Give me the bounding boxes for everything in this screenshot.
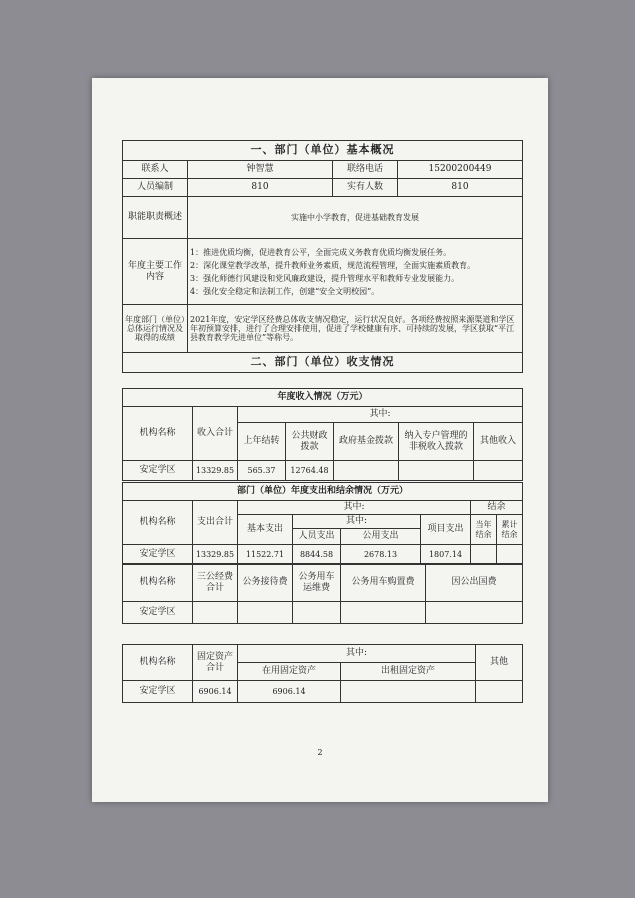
expense-person: 8844.58 (293, 545, 341, 565)
work-items (188, 239, 523, 305)
assets-table (122, 644, 522, 703)
three-h-car-buy: 公务用车购置费 (341, 564, 426, 602)
expense-public: 2678.13 (341, 545, 421, 565)
three-org: 安定学区 (123, 602, 193, 624)
income-carry: 565.37 (238, 461, 286, 481)
work-item: 2：深化课堂教学改革，提升教师业务素质，规范流程管理，全面实施素质教育。 (190, 260, 476, 270)
expense-cur (471, 545, 497, 565)
income-h-among: 其中: (238, 407, 523, 423)
staff-value: 810 (188, 179, 333, 197)
summary-label: 年度部门（单位）总体运行情况及取得的成绩 (123, 305, 188, 353)
duty-label: 职能职责概述 (123, 197, 188, 239)
document-page (92, 78, 548, 802)
income-title: 年度收入情况（万元） (123, 389, 523, 407)
expense-title: 部门（单位）年度支出和结余情况（万元） (123, 483, 523, 501)
expense-h-org: 机构名称 (123, 501, 193, 545)
basic-info-table (122, 140, 522, 373)
assets-total: 6906.14 (193, 681, 238, 703)
income-h-total: 收入合计 (193, 407, 238, 461)
expense-h-total: 支出合计 (193, 501, 238, 545)
three-h-car-run: 公务用车运维费 (293, 564, 341, 602)
actual-label: 实有人数 (333, 179, 398, 197)
income-public: 12764.48 (286, 461, 334, 481)
income-table (122, 388, 522, 481)
assets-h-rent: 出租固定资产 (341, 663, 476, 681)
three-h-org: 机构名称 (123, 564, 193, 602)
actual-value: 810 (398, 179, 523, 197)
expense-h-acc: 累计结余 (497, 515, 523, 545)
work-label: 年度主要工作内容 (123, 239, 188, 305)
contact-label: 联系人 (123, 161, 188, 179)
income-special (399, 461, 474, 481)
expense-h-project: 项目支出 (421, 515, 471, 545)
contact-value: 钟智慧 (188, 161, 333, 179)
phone-value: 15200200449 (398, 161, 523, 179)
income-h-special: 纳入专户管理的非税收入拨款 (399, 423, 474, 461)
assets-h-inuse: 在用固定资产 (238, 663, 341, 681)
staff-label: 人员编制 (123, 179, 188, 197)
assets-h-other: 其他 (476, 645, 523, 681)
expense-acc (497, 545, 523, 565)
assets-org: 安定学区 (123, 681, 193, 703)
assets-rent (341, 681, 476, 703)
three-h-reception: 公务接待费 (238, 564, 293, 602)
expense-h-person: 人员支出 (293, 529, 341, 545)
assets-inuse: 6906.14 (238, 681, 341, 703)
work-item: 1：推进优质均衡，促进教育公平，全面完成义务教育优质均衡发展任务。 (190, 247, 452, 257)
assets-other (476, 681, 523, 703)
section-1-title: 一、部门（单位）基本概况 (123, 141, 523, 161)
income-h-public: 公共财政拨款 (286, 423, 334, 461)
duty-value: 实施中小学教育，促进基础教育发展 (188, 197, 523, 239)
expense-h-basic: 基本支出 (238, 515, 293, 545)
page-number: 2 (317, 748, 323, 757)
expense-basic: 11522.71 (238, 545, 293, 565)
summary-value: 2021年度，安定学区经费总体收支情况稳定，运行状况良好。各项经费按照来源渠道和学区年初预算安排，进行了合理安排使用，促进了学校健康有序、可持续的发展，学区获取“平江县教育教学先进单位”等称号。 (188, 305, 523, 353)
three-h-abroad: 因公出国费 (426, 564, 523, 602)
expense-h-among: 其中: (238, 501, 471, 515)
assets-h-among: 其中: (238, 645, 476, 663)
assets-h-org: 机构名称 (123, 645, 193, 681)
expense-table (122, 482, 522, 565)
income-h-org: 机构名称 (123, 407, 193, 461)
expense-h-among2: 其中: (293, 515, 421, 529)
income-org: 安定学区 (123, 461, 193, 481)
income-h-fund: 政府基金拨款 (334, 423, 399, 461)
assets-h-total: 固定资产合计 (193, 645, 238, 681)
income-h-other: 其他收入 (474, 423, 523, 461)
expense-project: 1807.14 (421, 545, 471, 565)
expense-h-public: 公用支出 (341, 529, 421, 545)
income-fund (334, 461, 399, 481)
work-item: 4：强化安全稳定和法制工作，创建“安全文明校园”。 (190, 286, 380, 296)
three-expense-table (122, 563, 522, 624)
expense-total: 13329.85 (193, 545, 238, 565)
section-2-title: 二、部门（单位）收支情况 (123, 353, 523, 373)
income-total: 13329.85 (193, 461, 238, 481)
expense-h-balance: 结余 (471, 501, 523, 515)
phone-label: 联络电话 (333, 161, 398, 179)
expense-h-cur: 当年结余 (471, 515, 497, 545)
income-h-carry: 上年结转 (238, 423, 286, 461)
three-h-total: 三公经费合计 (193, 564, 238, 602)
expense-org: 安定学区 (123, 545, 193, 565)
work-item: 3：强化师德行风建设和党风廉政建设，提升管理水平和教师专业发展能力。 (190, 273, 460, 283)
income-other (474, 461, 523, 481)
